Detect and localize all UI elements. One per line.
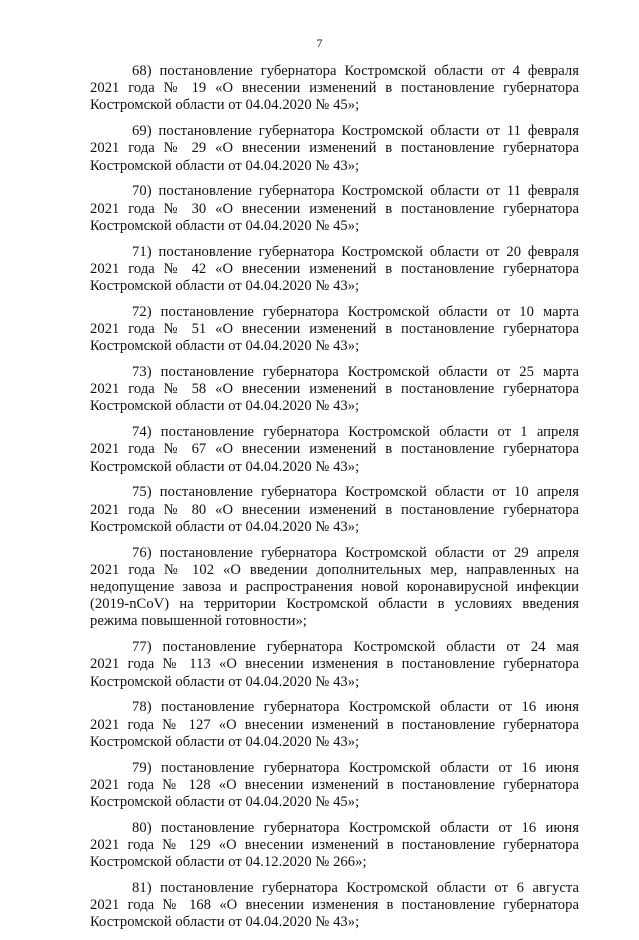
item-line: Костромской области от 04.04.2020 № 45»;	[90, 97, 360, 114]
item-line: 2021 года № 42 «О внесении изменений в постановление губернатора	[90, 260, 579, 277]
list-item	[90, 183, 579, 235]
list-item	[90, 424, 579, 476]
item-line: режима повышенной готовности»;	[90, 613, 307, 630]
list-item	[90, 484, 579, 536]
item-line: Костромской области от 04.04.2020 № 43»;	[90, 338, 360, 355]
item-line: 2021 года № 19 «О внесении изменений в постановление губернатора	[90, 80, 579, 97]
item-line: 2021 года № 129 «О внесении изменений в постановление губернатора	[90, 837, 579, 854]
list-item	[90, 304, 579, 356]
item-line: 79) постановление губернатора Костромской области от 16 июня	[132, 759, 579, 776]
item-line: 2021 года № 127 «О внесении изменений в постановление губернатора	[90, 716, 579, 733]
item-line: 71) постановление губернатора Костромской области от 20 февраля	[132, 243, 579, 260]
item-line: 75) постановление губернатора Костромской области от 10 апреля	[132, 484, 579, 501]
item-line: 73) постановление губернатора Костромской области от 25 марта	[132, 364, 579, 381]
item-line: недопущение завоза и распространения новой коронавирусной инфекции	[90, 579, 579, 596]
item-line: Костромской области от 04.04.2020 № 43»;	[90, 914, 360, 931]
item-line: 2021 года № 113 «О внесении изменения в постановление губернатора	[90, 656, 579, 673]
item-line: 2021 года № 80 «О внесении изменений в постановление губернатора	[90, 501, 579, 518]
item-line: 2021 года № 30 «О внесении изменений в постановление губернатора	[90, 200, 579, 217]
item-line: Костромской области от 04.04.2020 № 45»;	[90, 794, 360, 811]
item-line: 74) постановление губернатора Костромской области от 1 апреля	[132, 424, 579, 441]
item-line: 80) постановление губернатора Костромской области от 16 июня	[132, 819, 579, 836]
item-line: 2021 года № 102 «О введении дополнительных мер, направленных на	[90, 561, 579, 578]
item-line: (2019-nCoV) на территории Костромской области в условиях введения	[90, 596, 579, 613]
list-item	[90, 123, 579, 175]
item-line: 72) постановление губернатора Костромской области от 10 марта	[132, 303, 579, 320]
item-line: 81) постановление губернатора Костромской области от 6 августа	[132, 880, 579, 897]
item-line: Костромской области от 04.04.2020 № 43»;	[90, 157, 360, 174]
item-line: Костромской области от 04.04.2020 № 43»;	[90, 458, 360, 475]
item-line: 2021 года № 128 «О внесении изменений в постановление губернатора	[90, 776, 579, 793]
item-line: 2021 года № 29 «О внесении изменений в постановление губернатора	[90, 140, 579, 157]
item-line: 77) постановление губернатора Костромской области от 24 мая	[132, 639, 579, 656]
item-line: Костромской области от 04.12.2020 № 266»;	[90, 854, 367, 871]
item-line: 69) постановление губернатора Костромской области от 11 февраля	[132, 123, 579, 140]
list-item	[90, 244, 579, 296]
list-item	[90, 63, 579, 115]
list-item	[90, 699, 579, 751]
list-item	[90, 639, 579, 691]
item-line: Костромской области от 04.04.2020 № 43»;	[90, 398, 360, 415]
item-line: 76) постановление губернатора Костромской области от 29 апреля	[132, 544, 579, 561]
item-line: 68) постановление губернатора Костромской области от 4 февраля	[132, 63, 579, 79]
item-line: Костромской области от 04.04.2020 № 43»;	[90, 733, 360, 750]
item-line: 2021 года № 51 «О внесении изменений в постановление губернатора	[90, 321, 579, 338]
item-line: 78) постановление губернатора Костромской области от 16 июня	[132, 699, 579, 716]
item-line: 2021 года № 58 «О внесении изменений в постановление губернатора	[90, 381, 579, 398]
list-item	[90, 880, 579, 932]
item-line: 2021 года № 67 «О внесении изменений в постановление губернатора	[90, 441, 579, 458]
item-line: Костромской области от 04.04.2020 № 43»;	[90, 518, 360, 535]
item-line: 2021 года № 168 «О внесении изменения в постановление губернатора	[90, 897, 579, 914]
document-body	[90, 63, 579, 940]
item-line: 70) постановление губернатора Костромской области от 11 февраля	[132, 183, 579, 200]
page-number: 7	[316, 36, 323, 50]
item-line: Костромской области от 04.04.2020 № 43»;	[90, 673, 360, 690]
list-item	[90, 760, 579, 812]
list-item	[90, 364, 579, 416]
item-line: Костромской области от 04.04.2020 № 45»;	[90, 217, 360, 234]
list-item	[90, 820, 579, 872]
item-line: Костромской области от 04.04.2020 № 43»;	[90, 278, 360, 295]
list-item	[90, 545, 579, 631]
